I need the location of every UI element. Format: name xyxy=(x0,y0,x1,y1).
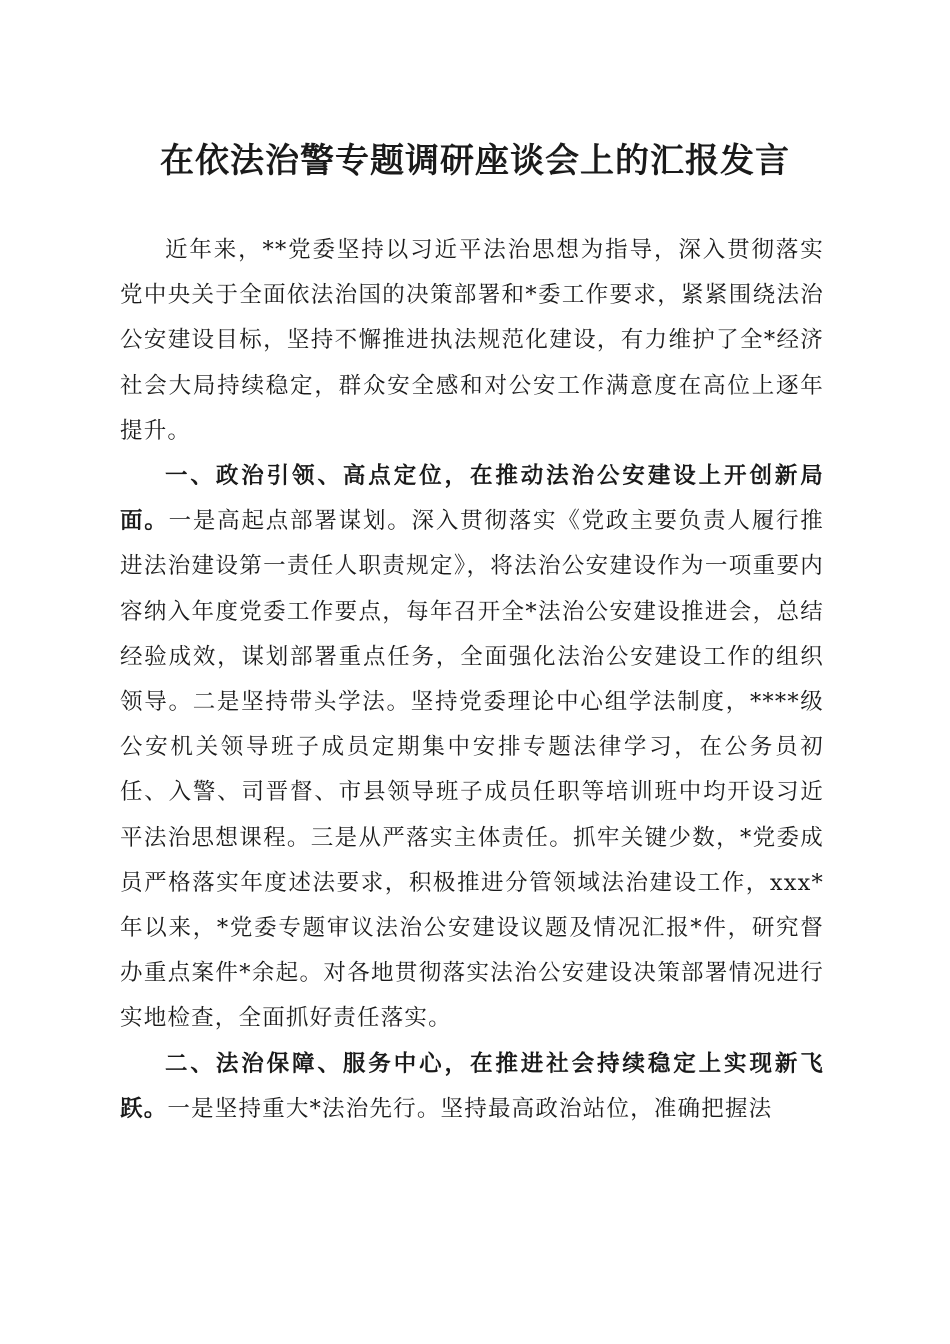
section-2-paragraph xyxy=(120,1042,824,1132)
intro-paragraph xyxy=(120,228,824,454)
section-2-heading: 二、法治保障、服务中心，在推进社会持续稳定上实现新飞跃。 xyxy=(120,1050,824,1122)
intro-paragraph-text: 近年来，**党委坚持以习近平法治思想为指导，深入贯彻落实党中央关于全面依法治国的决策部署和*委工作要求，紧紧围绕法治公安建设目标，坚持不懈推进执法规范化建设，有力维护了全*经济社会大局持续稳定，群众安全感和对公安工作满意度在高位上逐年提升。 xyxy=(120,237,824,444)
section-1-paragraph xyxy=(120,454,824,1042)
section-1-heading: 一、政治引领、高点定位，在推动法治公安建设上开创新局面。 xyxy=(120,463,824,535)
document-title: 在依法治警专题调研座谈会上的汇报发言 xyxy=(160,141,790,181)
document-body xyxy=(120,228,824,1132)
section-1-text: 一是高起点部署谋划。深入贯彻落实《党政主要负责人履行推进法治建设第一责任人职责规定》，将法治公安建设作为一项重要内容纳入年度党委工作要点，每年召开全*法治公安建设推进会，总结经验成效，谋划部署重点任务，全面强化法治公安建设工作的组织领导。二是坚持带头学法。坚持党委理论中心组学法制度，****级公安机关领导班子成员定期集中安排专题法律学习，在公务员初任、入警、司晋督、市县领导班子成员任职等培训班中均开设习近平法治思想课程。三是从严落实主体责任。抓牢关键少数，*党委成员严格落实年度述法要求，积极推进分管领域法治建设工作，xxx*年以来，*党委专题审议法治公安建设议题及情况汇报*件，研究督办重点案件*余起。对各地贯彻落实法治公安建设决策部署情况进行实地检查，全面抓好责任落实。 xyxy=(120,508,824,1032)
section-2-text: 一是坚持重大*法治先行。坚持最高政治站位，准确把握法 xyxy=(167,1095,773,1122)
